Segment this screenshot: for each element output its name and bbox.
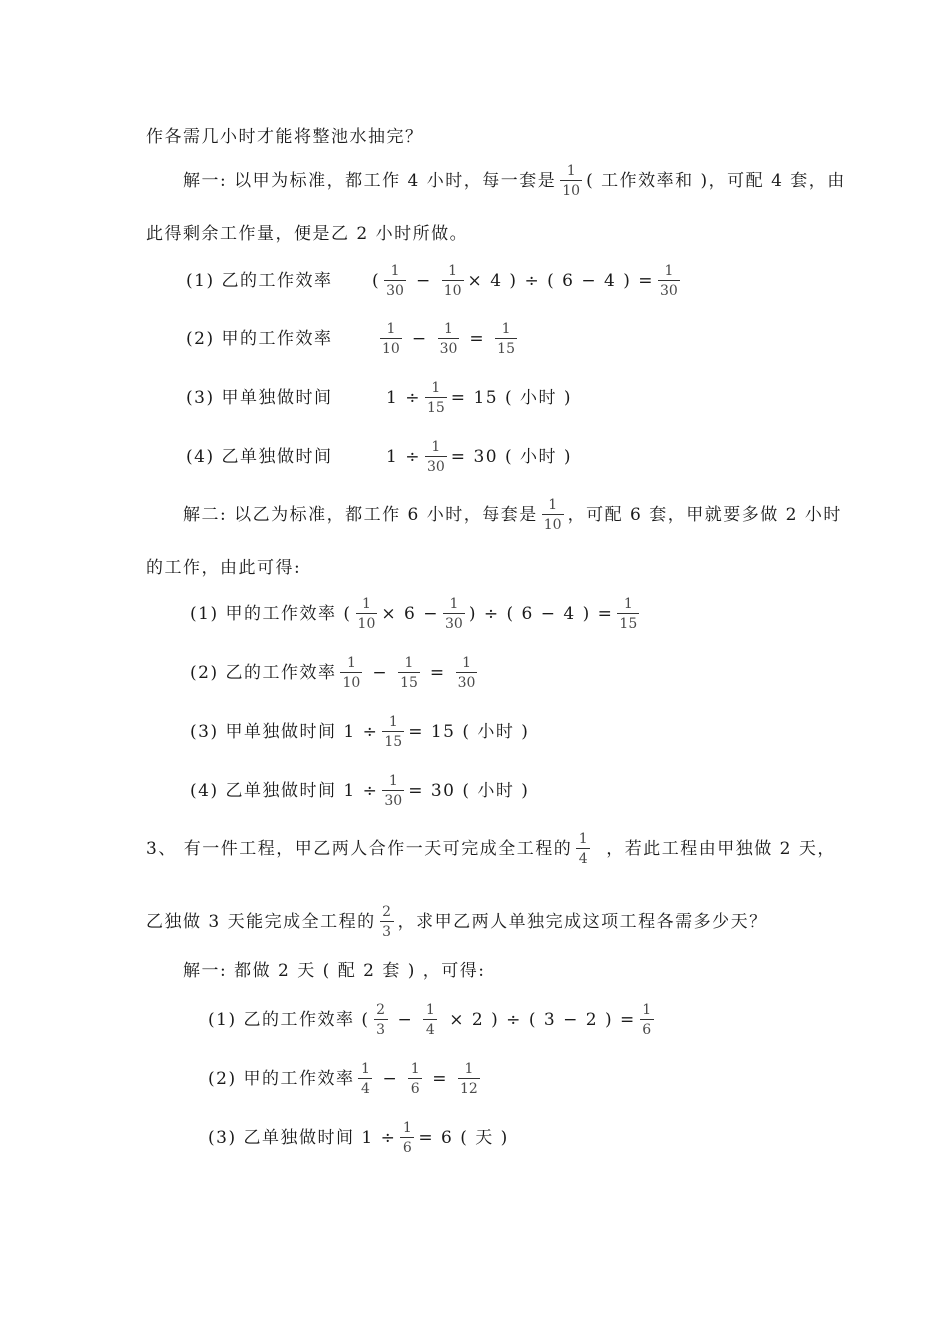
step-label: (3) 乙单独做时间 1 ÷ xyxy=(208,1127,397,1148)
step-label: (3) 甲单独做时间 1 ÷ xyxy=(190,721,379,742)
fraction: $\frac{1}{30}$ xyxy=(444,596,463,632)
minus-sign: − xyxy=(411,328,428,349)
sol2-step4 xyxy=(190,774,529,808)
fraction: $\frac{1}{30}$ xyxy=(660,263,678,299)
minus-sign: − xyxy=(397,1009,414,1030)
sol1-step2 xyxy=(186,322,521,356)
sol3-step1 xyxy=(208,1003,658,1037)
step-label: (2) 甲的工作效率 xyxy=(208,1068,355,1089)
fraction: $\frac{1}{12}$ xyxy=(459,1061,478,1097)
expression-mid: × 6 − xyxy=(381,603,439,624)
fraction: $\frac{1}{30}$ xyxy=(457,655,476,691)
fraction: $\frac{1}{30}$ xyxy=(439,321,458,357)
sol1-step1 xyxy=(186,264,684,298)
step-label: (2) 甲的工作效率 xyxy=(186,328,333,349)
step-label: (1) 甲的工作效率 ( xyxy=(190,603,352,624)
fraction: $\frac{1}{10}$ xyxy=(543,497,562,533)
fraction: $\frac{2}{3}$ xyxy=(380,905,394,939)
sol1-line2 xyxy=(146,226,468,243)
fraction: $\frac{1}{6}$ xyxy=(640,1003,654,1037)
sol1-text-b: ( 工作效率和 )，可配 4 套，由 xyxy=(586,170,846,191)
fraction: $\frac{1}{10}$ xyxy=(342,655,361,691)
fraction: $\frac{1}{4}$ xyxy=(358,1062,372,1096)
fraction: $\frac{1}{4}$ xyxy=(576,832,590,866)
q3-text-line2-b: ，求甲乙两人单独完成这项工程各需多少天？ xyxy=(397,911,768,932)
fraction: $\frac{1}{6}$ xyxy=(400,1121,414,1155)
sol1-line1 xyxy=(183,164,846,198)
sol2-step1 xyxy=(190,597,643,631)
fraction: $\frac{1}{10}$ xyxy=(443,263,462,299)
step-label: (3) 甲单独做时间 xyxy=(186,387,333,408)
fraction: $\frac{2}{3}$ xyxy=(374,1003,388,1037)
result: = 15 ( 小时 ) xyxy=(408,721,530,742)
sol2-text-line2: 的工作，由此可得: xyxy=(146,558,302,578)
fraction: $\frac{1}{15}$ xyxy=(400,655,418,691)
paren: ( xyxy=(372,270,381,291)
fraction: $\frac{1}{15}$ xyxy=(619,596,638,632)
fraction: $\frac{1}{30}$ xyxy=(384,773,403,809)
q3-text-a: 3、 有一件工程，甲乙两人合作一天可完成全工程的 xyxy=(146,838,573,859)
fraction: $\frac{1}{10}$ xyxy=(562,163,581,199)
q3-line2 xyxy=(146,905,768,939)
step-label: (4) 乙单独做时间 xyxy=(186,446,333,467)
fraction: $\frac{1}{10}$ xyxy=(357,596,376,632)
fraction: $\frac{1}{15}$ xyxy=(426,380,445,416)
intro-text: 作各需几小时才能将整池水抽完？ xyxy=(146,127,424,147)
sol1-step3 xyxy=(186,381,572,415)
fraction: $\frac{1}{10}$ xyxy=(382,321,400,357)
fraction: $\frac{1}{4}$ xyxy=(423,1003,437,1037)
minus-sign: − xyxy=(372,662,389,683)
step-label: (1) 乙的工作效率 xyxy=(186,270,333,291)
expression-rest: × 2 ) ÷ ( 3 − 2 ) = xyxy=(449,1009,636,1030)
equals-sign: = xyxy=(429,662,446,683)
sol1-text-a: 解一: 以甲为标准，都工作 4 小时，每一套是 xyxy=(183,170,557,191)
sol2-step2 xyxy=(190,656,481,690)
result: = 6 ( 天 ) xyxy=(418,1127,509,1148)
result: = 30 ( 小时 ) xyxy=(408,780,530,801)
sol2-line1 xyxy=(183,498,842,532)
sol1-text-line2: 此得剩余工作量，便是乙 2 小时所做。 xyxy=(146,224,469,244)
fraction: $\frac{1}{15}$ xyxy=(497,321,515,357)
result: = 15 ( 小时 ) xyxy=(450,387,573,408)
sol2-step3 xyxy=(190,715,529,749)
sol3-step2 xyxy=(208,1062,484,1096)
step-label: (4) 乙单独做时间 1 ÷ xyxy=(190,780,379,801)
fraction: $\frac{1}{15}$ xyxy=(384,714,403,750)
fraction: $\frac{1}{6}$ xyxy=(408,1062,422,1096)
sol3-step3 xyxy=(208,1121,509,1155)
q3-text-b: ，若此工程由甲独做 2 天， xyxy=(606,838,836,859)
sol1-step4 xyxy=(186,440,572,474)
paragraph-intro xyxy=(146,129,424,146)
q3-line1 xyxy=(146,832,836,866)
fraction: $\frac{1}{30}$ xyxy=(386,263,404,299)
sol3-text: 解一: 都做 2 天 ( 配 2 套 ) ，可得: xyxy=(183,961,486,981)
step-label: (1) 乙的工作效率 ( xyxy=(208,1009,370,1030)
result: = 30 ( 小时 ) xyxy=(450,446,573,467)
expression: 1 ÷ xyxy=(386,446,421,467)
expression-rest: × 4 ) ÷ ( 6 − 4 ) = xyxy=(467,270,655,291)
fraction: $\frac{1}{30}$ xyxy=(426,439,445,475)
sol2-text-b: ，可配 6 套，甲就要多做 2 小时 xyxy=(567,504,842,525)
sol2-text-a: 解二: 以乙为标准，都工作 6 小时，每套是 xyxy=(183,504,538,525)
sol3-line1 xyxy=(183,963,486,980)
minus-sign: − xyxy=(415,270,432,291)
equals-sign: = xyxy=(432,1068,448,1089)
expression-rest: ) ÷ ( 6 − 4 ) = xyxy=(468,603,614,624)
sol2-line2 xyxy=(146,560,301,577)
step-label: (2) 乙的工作效率 xyxy=(190,662,337,683)
q3-text-line2-a: 乙独做 3 天能完成全工程的 xyxy=(146,911,376,932)
expression: 1 ÷ xyxy=(386,387,421,408)
equals-sign: = xyxy=(469,328,486,349)
minus-sign: − xyxy=(382,1068,399,1089)
